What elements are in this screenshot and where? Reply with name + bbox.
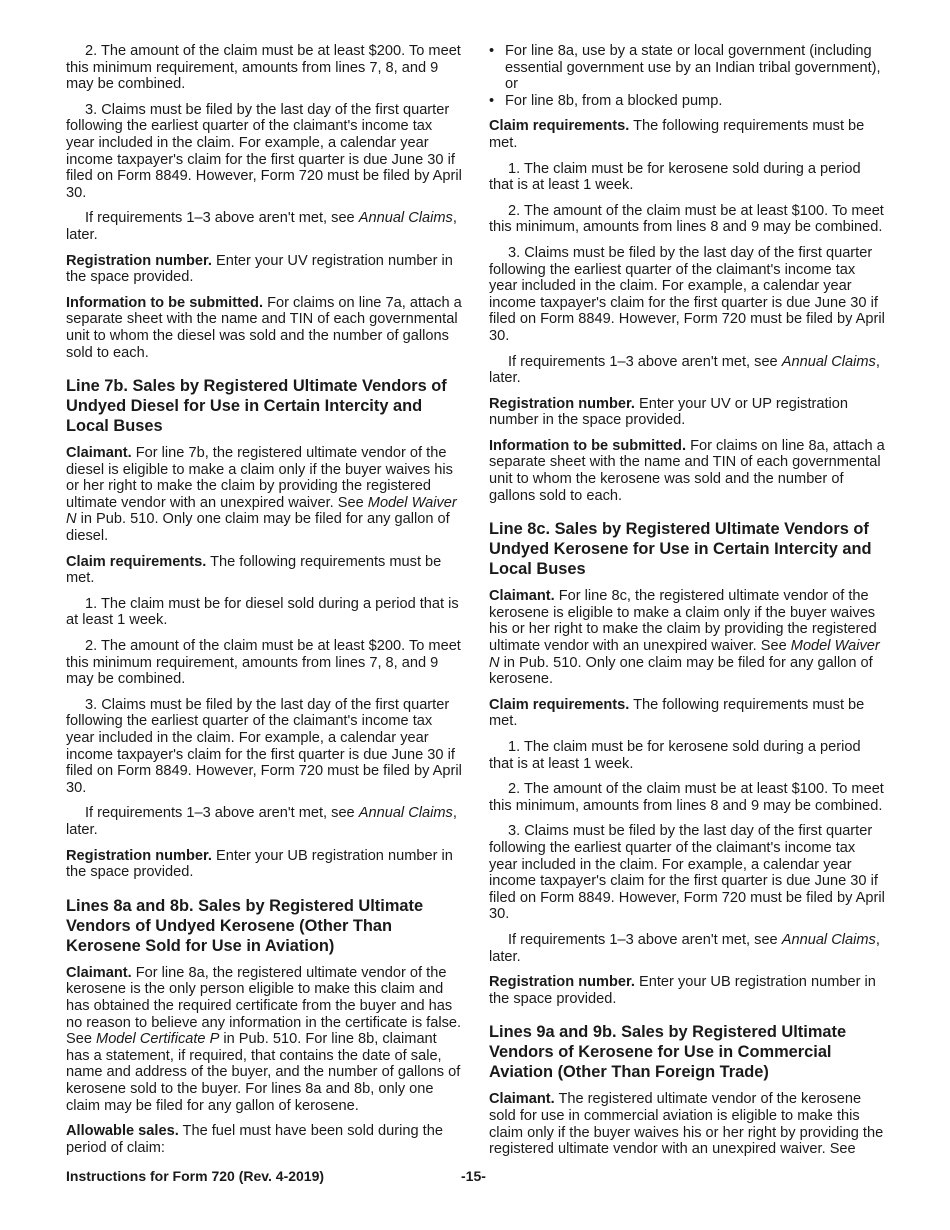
bullet-item: • For line 8a, use by a state or local government (including essential government use by an Indian tribal government), or (489, 43, 881, 93)
information-submitted-paragraph: Information to be submitted. For claims on line 8a, attach a separate sheet with the name and TIN of each governmental unit to whom the kerosene was sold and the number of gallons sold to each. (489, 437, 885, 504)
right-column (489, 43, 886, 1158)
requirement-2: 2. The amount of the claim must be at least $100. To meet this minimum, amounts from lines 8 and 9 may be combined. (489, 781, 884, 814)
claimant-paragraph: Claimant. For line 8c, the registered ultimate vendor of the kerosene is eligible to make a claim only if the buyer waives his or her right to make the claim by providing the registered ultimate vendor with an unexpired waiver. See Model Waiver N in Pub. 510. Only one claim may be filed for any gallon of kerosene. (489, 588, 880, 688)
claimant-paragraph: Claimant. For line 7b, the registered ultimate vendor of the diesel is eligible to make a claim only if the buyer waives his or her right to make the claim by providing the registered ultimate vendor with an unexpired waiver. See Model Waiver N in Pub. 510. Only one claim may be filed for any gallon of diesel. (66, 445, 457, 545)
claim-requirements-paragraph: Claim requirements. The following requirements must be met. (66, 553, 442, 587)
heading-lines-8a-8b: Lines 8a and 8b. Sales by Registered Ultimate Vendors of Undyed Kerosene (Other Than Kerosene Sold for Use in Aviation) (66, 896, 424, 955)
bullet-item: • For line 8b, from a blocked pump. (489, 92, 723, 109)
claim-requirements-paragraph: Claim requirements. The following requirements must be met. (489, 118, 865, 151)
requirement-2: 2. The amount of the claim must be at least $200. To meet this minimum requirement, amounts from lines 7, 8, and 9 may be combined. (66, 43, 461, 93)
allowable-sales-paragraph: Allowable sales. The fuel must have been sold during the period of claim: (66, 1123, 443, 1156)
bullet-icon: • (489, 92, 495, 109)
requirement-1: 1. The claim must be for kerosene sold during a period that is at least 1 week. (489, 160, 861, 194)
claimant-paragraph: Claimant. The registered ultimate vendor of the kerosene sold for use in commercial aviation is eligible to make this claim only if the buyer waives his or her right by providing the registered ultimate vendor with an unexpired waiver. See (489, 1091, 884, 1158)
requirement-2: 2. The amount of the claim must be at least $200. To meet this minimum requirement, amounts from lines 7, 8, and 9 may be combined. (66, 638, 461, 688)
claim-requirements-paragraph: Claim requirements. The following requirements must be met. (489, 696, 865, 730)
requirement-1: 1. The claim must be for kerosene sold during a period that is at least 1 week. (489, 739, 861, 772)
heading-line-8c: Line 8c. Sales by Registered Ultimate Vendors of Undyed Kerosene for Use in Certain Intercity and Local Buses (489, 520, 872, 579)
requirement-2: 2. The amount of the claim must be at least $100. To meet this minimum, amounts from lines 8 and 9 may be combined. (489, 202, 884, 236)
registration-number-paragraph: Registration number. Enter your UB registration number in the space provided. (66, 847, 453, 881)
annual-claims-note: If requirements 1–3 above aren't met, see Annual Claims, later. (489, 353, 880, 387)
information-submitted-paragraph: Information to be submitted. For claims on line 7a, attach a separate sheet with the name and TIN of each governmental unit to whom the diesel was sold and the number of gallons sold to each. (66, 294, 462, 361)
requirement-3: 3. Claims must be filed by the last day of the first quarter following the earliest quarter of the claimant's income tax year included in the claim. For example, a calendar year income taxpayer's claim for the first quarter is due June 30 if filed on Form 8849. However, Form 720 must be filed by April 30. (66, 101, 462, 201)
registration-number-paragraph: Registration number. Enter your UV registration number in the space provided. (66, 252, 453, 286)
annual-claims-note: If requirements 1–3 above aren't met, see Annual Claims, later. (66, 210, 457, 243)
requirement-3: 3. Claims must be filed by the last day of the first quarter following the earliest quarter of the claimant's income tax year included in the claim. For example, a calendar year income taxpayer's claim for the first quarter is due June 30 if filed on Form 8849. However, Form 720 must be filed by April 30. (489, 244, 885, 344)
heading-line-7b: Line 7b. Sales by Registered Ultimate Vendors of Undyed Diesel for Use in Certain Intercity and Local Buses (66, 377, 447, 436)
left-column (66, 43, 463, 1165)
requirement-3: 3. Claims must be filed by the last day of the first quarter following the earliest quarter of the claimant's income tax year included in the claim. For example, a calendar year income taxpayer's claim for the first quarter is due June 30 if filed on Form 8849. However, Form 720 must be filed by April 30. (66, 696, 462, 796)
claimant-paragraph: Claimant. For line 8a, the registered ultimate vendor of the kerosene is the only person eligible to make this claim and has obtained the required certificate from the buyer and has no reason to believe any information in the certificate is false. See Model Certificate P in Pub. 510. For line 8b, claimant has a statement, if required, that contains the date of sale, name and address of the buyer, and the number of gallons of kerosene sold to the buyer. For lines 8a and 8b, only one claim may be filed for any gallon of kerosene. (66, 964, 462, 1114)
heading-lines-9a-9b: Lines 9a and 9b. Sales by Registered Ultimate Vendors of Kerosene for Use in Commercial Aviation (Other Than Foreign Trade) (489, 1023, 847, 1082)
requirement-1: 1. The claim must be for diesel sold during a period that is at least 1 week. (66, 595, 459, 629)
requirement-3: 3. Claims must be filed by the last day of the first quarter following the earliest quarter of the claimant's income tax year included in the claim. For example, a calendar year income taxpayer's claim for the first quarter is due June 30 if filed on Form 8849. However, Form 720 must be filed by April 30. (489, 823, 885, 923)
annual-claims-note: If requirements 1–3 above aren't met, see Annual Claims, later. (66, 805, 457, 838)
page-number: -15- (461, 1168, 486, 1184)
bullet-icon: • (489, 43, 495, 59)
registration-number-paragraph: Registration number. Enter your UV or UP registration number in the space provided. (489, 395, 849, 429)
annual-claims-note: If requirements 1–3 above aren't met, see Annual Claims, later. (489, 931, 880, 965)
footer-form-title: Instructions for Form 720 (Rev. 4-2019) (66, 1168, 325, 1184)
registration-number-paragraph: Registration number. Enter your UB registration number in the space provided. (489, 974, 876, 1007)
